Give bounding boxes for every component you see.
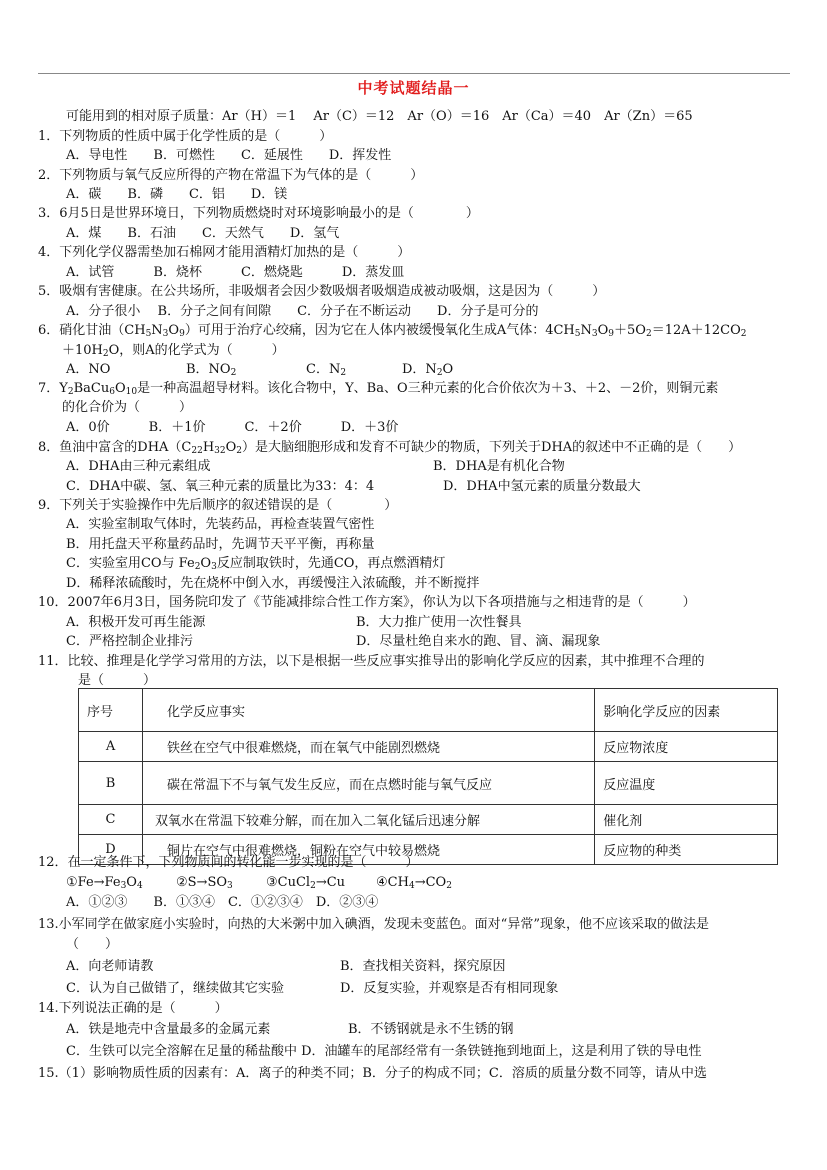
table-row — [79, 762, 778, 805]
q1-options: A．导电性 B．可燃性 C．延展性 D．挥发性 — [66, 148, 392, 163]
q6-option-a: A．NO — [66, 362, 111, 377]
q11-stem-cont: 是（ ） — [78, 673, 157, 688]
q13-stem: 13.小军同学在做家庭小实验时，向热的大米粥中加入碘酒，发现未变蓝色。面对“异常”现象，他不应该采取的做法是 — [38, 917, 709, 932]
header-fact: 化学反应事实 — [143, 689, 595, 732]
q7-options: A．0价 B．＋1价 C．＋2价 D．＋3价 — [66, 420, 399, 435]
q10-stem: 10．2007年6月3日，国务院印发了《节能减排综合性工作方案》，你认为以下各项措施与之相违背的是（ ） — [38, 595, 696, 610]
table-row — [79, 805, 778, 835]
q13-option-c: C．认为自己做错了，继续做其它实验 — [66, 981, 284, 996]
q10-option-a: A．积极开发可再生能源 — [66, 615, 206, 630]
row-factor: 反应温度 — [595, 762, 778, 805]
q13-option-d: D．反复实验，并观察是否有相同现象 — [340, 981, 559, 996]
table-header-row — [79, 689, 778, 732]
q5-options: A．分子很小 B．分子之间有间隙 C．分子在不断运动 D．分子是可分的 — [66, 304, 539, 319]
q12-item-2: $②S\to SO_3$ — [176, 875, 233, 891]
row-fact: 铜片在空气中很难燃烧，铜粉在空气中较易燃烧 — [143, 835, 595, 865]
q10-option-c: C．严格控制企业排污 — [66, 634, 193, 649]
q12-stem: 12．在一定条件下，下列物质间的转化能一步实现的是（ ） — [38, 855, 419, 870]
q10-option-d: D．尽量杜绝自来水的跑、冒、滴、漏现象 — [356, 634, 601, 649]
header-serial: 序号 — [79, 689, 143, 732]
q8-option-a: A．DHA由三种元素组成 — [66, 459, 211, 474]
q9-stem: 9．下列关于实验操作中先后顺序的叙述错误的是（ ） — [38, 498, 398, 513]
q6-stem-cont: $+10H_2O$，则A的化学式为（ ） — [62, 343, 285, 359]
row-serial: A — [79, 732, 143, 762]
q2-options: A．碳 B．磷 C．铝 D．镁 — [66, 187, 288, 202]
q8-stem: 8．鱼油中富含的$DHA(C_{22}H_{32}O_2)$是大脑细胞形成和发育不可缺少的物质，下列关于DHA的叙述中不正确的是（ ） — [38, 440, 742, 456]
row-fact: 铁丝在空气中很难燃烧，而在氧气中能剧烈燃烧 — [143, 732, 595, 762]
row-serial: D — [79, 835, 143, 865]
q7-stem-cont: 的化合价为（ ） — [62, 400, 193, 415]
q9-option-d: D．稀释浓硫酸时，先在烧杯中倒入水，再缓慢注入浓硫酸，并不断搅拌 — [66, 576, 480, 591]
q8-option-b: B．DHA是有机化合物 — [433, 459, 565, 474]
row-fact: 碳在常温下不与氧气发生反应，而在点燃时能与氧气反应 — [143, 762, 595, 805]
q4-stem: 4．下列化学仪器需垫加石棉网才能用酒精灯加热的是（ ） — [38, 245, 411, 260]
q14-stem: 14.下列说法正确的是（ ） — [38, 1001, 228, 1016]
q3-options: A．煤 B．石油 C．天然气 D．氢气 — [66, 226, 340, 241]
q13-option-a: A．向老师请教 — [66, 959, 154, 974]
q6-option-c: C．$N_2$ — [306, 362, 347, 378]
q14-option-b: B．不锈钢就是永不生锈的钢 — [348, 1022, 514, 1037]
q3-stem: 3．6月5日是世界环境日，下列物质燃烧时对环境影响最小的是（ ） — [38, 206, 479, 221]
q9-option-b: B．用托盘天平称量药品时，先调节天平平衡，再称量 — [66, 537, 375, 552]
q8-option-c: C．DHA中碳、氢、氧三种元素的质量比为33：4：4 — [66, 479, 375, 494]
q9-option-a: A．实验室制取气体时，先装药品，再检查装置气密性 — [66, 517, 375, 532]
row-serial: C — [79, 805, 143, 835]
q11-stem: 11．比较、推理是化学学习常用的方法，以下是根据一些反应事实推导出的影响化学反应的因素，其中推理不合理的 — [38, 654, 705, 669]
q14-options-cd: C．生铁可以完全溶解在足量的稀盐酸中 D．油罐车的尾部经常有一条铁链拖到地面上，这是利用了铁的导电性 — [66, 1044, 702, 1059]
q4-options: A．试管 B．烧杯 C．燃烧匙 D．蒸发皿 — [66, 265, 405, 280]
q6-option-b: B．$NO_2$ — [186, 362, 237, 378]
q9-option-c: C．实验室用CO与 $Fe_2O_3$反应制取铁时，先通CO，再点燃酒精灯 — [66, 556, 446, 572]
q12-item-3: ③CuCl$_2$→Cu — [266, 875, 346, 891]
q10-option-b: B．大力推广使用一次性餐具 — [356, 615, 522, 630]
q6-option-d: D．$N_2O$ — [402, 362, 454, 378]
q12-item-4: $④CH_4\to CO_2$ — [376, 875, 452, 891]
q13-option-b: B．查找相关资料，探究原因 — [340, 959, 506, 974]
header-rule — [38, 73, 790, 74]
row-factor: 反应物浓度 — [595, 732, 778, 762]
header-factor: 影响化学反应的因素 — [595, 689, 778, 732]
table-row — [79, 732, 778, 762]
q15-stem: 15.（1）影响物质性质的因素有：A．离子的种类不同；B．分子的构成不同；C．溶质的质量分数不同等，请从中选 — [38, 1066, 707, 1081]
q12-item-1: $①Fe\to Fe_3O_4$ — [66, 875, 143, 891]
q1-stem: 1．下列物质的性质中属于化学性质的是（ ） — [38, 129, 333, 144]
q14-option-a: A．铁是地壳中含量最多的金属元素 — [66, 1022, 271, 1037]
row-factor: 反应物的种类 — [595, 835, 778, 865]
atomic-masses: 可能用到的相对原子质量：Ar（H）＝1 Ar（C）＝12 Ar（O）＝16 Ar（Ca）＝40 Ar（Zn）＝65 — [66, 109, 693, 124]
reaction-facts-table — [78, 688, 778, 865]
q12-options: A．①②③ B．①③④ C．①②③④ D．②③④ — [66, 895, 379, 910]
page-title: 中考试题结晶一 — [357, 79, 470, 97]
row-fact: 双氧水在常温下较难分解，而在加入二氧化锰后迅速分解 — [143, 805, 595, 835]
q5-stem: 5．吸烟有害健康。在公共场所，非吸烟者会因少数吸烟者吸烟造成被动吸烟，这是因为（ ） — [38, 284, 606, 299]
row-factor: 催化剂 — [595, 805, 778, 835]
q13-stem-cont: （ ） — [66, 937, 119, 952]
row-serial: B — [79, 762, 143, 805]
q8-option-d: D．DHA中氢元素的质量分数最大 — [443, 479, 641, 494]
q6-stem: 6．硝化甘油$(CH_5N_3O_9)$可用于治疗心绞痛，因为它在人体内被缓慢氧化生成A气体：$4CH_5N_3O_9+5O_2=12A+12CO_2$ — [38, 323, 747, 339]
q2-stem: 2．下列物质与氧气反应所得的产物在常温下为气体的是（ ） — [38, 168, 424, 183]
q7-stem: 7．$Y_2BaCu_6O_{10}$是一种高温超导材料。该化合物中，Y、Ba、O三种元素的化合价依次为＋3、＋2、－2价，则铜元素 — [38, 381, 719, 397]
